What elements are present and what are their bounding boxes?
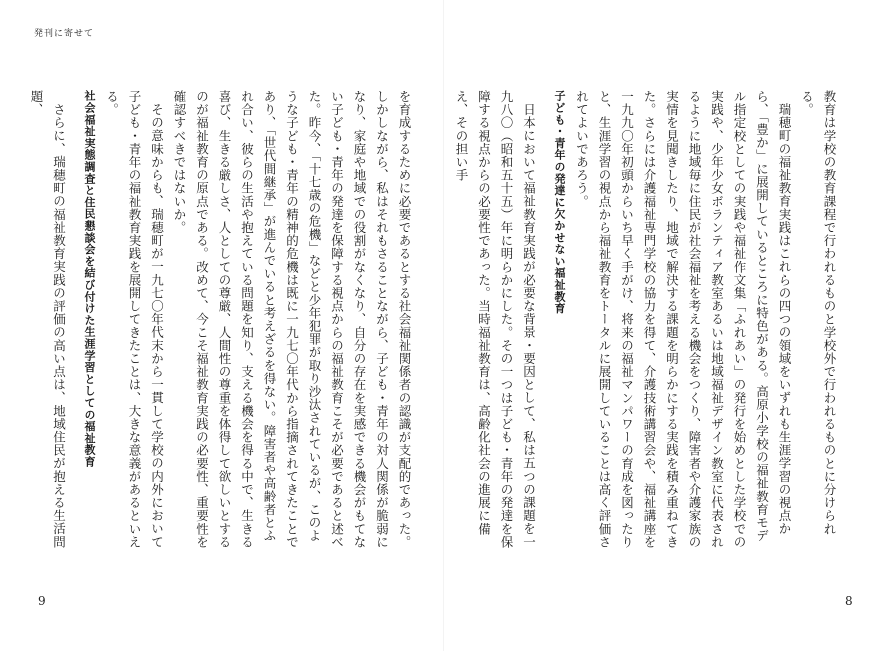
right-paragraph-1: 教育は学校の教育課程で行われるものと学校外で行われるものとに分けられる。: [799, 90, 837, 536]
section-heading-youth: 子ども・青年の発達に欠かせない福祉教育: [553, 90, 566, 315]
gutter-shadow: [443, 0, 444, 651]
right-paragraph-2: 瑞穂町の福祉教育実践はこれらの四つの領域をいずれも生涯学習の視点から、「豊か」に展開しているところに特色がある。高原小学校の福祉教育モデル指定校としての実践や福祉作文集「ふれあい」の発行を始めとした学校での実践や、少年少女ボランティア教室あるいは地域福祉デザイン教室に代表されるように地域毎に住民が社会福祉を考える機会をつくり、障害者や介護家族の実情を見聞きしたり、地域で解決する課題を明らかにする実践を積み重ねてきた。さらには介護福祉専門学校の協力を得て、介護技術講習会や、福祉講座を一九九〇年初頭からいち早く手がけ、将来の福祉マンパワーの育成を図ったりと、生涯学習の視点から福祉教育をトータルに展開していることは高く評価されてよいであろう。: [574, 90, 792, 549]
section-heading-survey: 社会福祉実態調査と住民懇談会を結び付けた生涯学習としての福祉教育: [83, 90, 96, 468]
page-number-left: 9: [38, 594, 46, 608]
page-number-right: 8: [845, 594, 853, 608]
right-page-text: [445, 90, 840, 550]
running-head: 発刊に寄せて: [34, 29, 95, 39]
left-paragraph-1: を育成するために必要であるとする社会福祉関係者の認識が支配的であった。しかしながら、私はそれもさることながら、子ども・青年の対人関係が脆弱になり、家庭や地域での役割がなくなり、自分の存在を実感できる機会がもてない子ども・青年の発達を保障する視点からの福祉教育こそが必要であると述べた。昨今、「十七歳の危機」などと少年犯罪が取り沙汰されているが、このような子ども・青年の精神的危機は既に一九七〇年代から指摘されてきたことであり、「世代間継承」が進んでいると考えざるを得ない。障害者や高齢者とふれ合い、彼らの生活や抱えている問題を知り、支える機会を得る中で、生きる喜び、生きる厳しさ、人としての尊厳、人間性の尊重を体得して欲しいとするのが福祉教育の原点である。改めて、今こそ福祉教育実践の必要性、重要性を確認すべきではないか。: [172, 90, 412, 549]
right-paragraph-3: 日本において福祉教育実践が必要な背景・要因として、私は五つの課題を一九八〇（昭和五十五）年に明らかにした。その一つは子ども・青年の発達を保障する視点からの必要性であった。当時福祉教育は、高齢化社会の進展に備え、その担い手: [454, 90, 537, 549]
left-page-text: [29, 90, 415, 550]
left-paragraph-3: さらに、瑞穂町の福祉教育実践の評価の高い点は、地域住民が抱える生活問題、: [29, 90, 67, 548]
left-paragraph-2: その意味からも、瑞穂町が一九七〇年代末から一貫して学校の内外において子ども・青年の福祉教育実践を展開してきたことは、大きな意義があるといえる。: [104, 90, 165, 549]
